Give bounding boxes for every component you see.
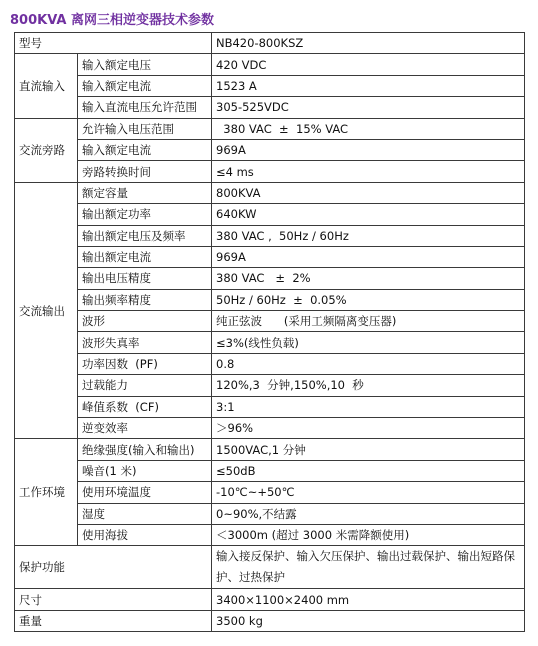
table-row (15, 353, 525, 374)
param-value: 50Hz / 60Hz ± 0.05% (212, 289, 525, 310)
param-label: 逆变效率 (78, 418, 212, 439)
table-row (15, 161, 525, 182)
table-row (15, 225, 525, 246)
param-value: ≤50dB (212, 460, 525, 481)
param-label: 输入直流电压允许范围 (78, 97, 212, 118)
param-value: 1523 A (212, 75, 525, 96)
table-row (15, 396, 525, 417)
group-label-dc-input: 直流输入 (15, 54, 78, 118)
param-value: 969A (212, 246, 525, 267)
table-row (15, 546, 525, 589)
table-row (15, 139, 525, 160)
param-value: 305-525VDC (212, 97, 525, 118)
param-label: 输入额定电流 (78, 139, 212, 160)
table-row (15, 524, 525, 545)
page-title: 800KVA 离网三相逆变器技术参数 (10, 13, 214, 28)
param-label: 使用海拔 (78, 524, 212, 545)
table-row (15, 332, 525, 353)
param-label: 额定容量 (78, 182, 212, 203)
param-label: 输出额定电压及频率 (78, 225, 212, 246)
table-row (15, 375, 525, 396)
size-label: 尺寸 (15, 589, 212, 610)
param-label: 允许输入电压范围 (78, 118, 212, 139)
param-value: 纯正弦波 (采用工频隔离变压器) (212, 311, 525, 332)
table-row (15, 482, 525, 503)
param-value: 640KW (212, 204, 525, 225)
param-label: 旁路转换时间 (78, 161, 212, 182)
table-row (15, 418, 525, 439)
param-value: 380 VAC , 50Hz / 60Hz (212, 225, 525, 246)
param-label: 波形失真率 (78, 332, 212, 353)
table-row (15, 182, 525, 203)
param-label: 峰值系数 (CF) (78, 396, 212, 417)
param-label: 功率因数 (PF) (78, 353, 212, 374)
param-value: 420 VDC (212, 54, 525, 75)
group-label-environment: 工作环境 (15, 439, 78, 546)
param-label: 输入额定电流 (78, 75, 212, 96)
protection-label: 保护功能 (15, 546, 212, 589)
table-row (15, 503, 525, 524)
param-label: 输出频率精度 (78, 289, 212, 310)
table-row (15, 54, 525, 75)
param-value: 380 VAC ± 15% VAC (212, 118, 525, 139)
param-value: ≤3%(线性负载) (212, 332, 525, 353)
weight-value: 3500 kg (212, 610, 525, 631)
param-value: 3:1 (212, 396, 525, 417)
model-label: 型号 (15, 33, 212, 54)
param-value: ＜3000m (超过 3000 米需降额使用) (212, 524, 525, 545)
param-value: 969A (212, 139, 525, 160)
table-row (15, 439, 525, 460)
protection-value: 输入接反保护、输入欠压保护、输出过载保护、输出短路保护、过热保护 (212, 546, 525, 589)
spec-table (14, 32, 525, 632)
param-value: 120%,3 分钟,150%,10 秒 (212, 375, 525, 396)
param-label: 湿度 (78, 503, 212, 524)
param-value: 800KVA (212, 182, 525, 203)
param-label: 过载能力 (78, 375, 212, 396)
model-value: NB420-800KSZ (212, 33, 525, 54)
param-value: -10℃~+50℃ (212, 482, 525, 503)
weight-label: 重量 (15, 610, 212, 631)
group-label-ac-output: 交流输出 (15, 182, 78, 439)
table-row (15, 589, 525, 610)
table-row (15, 460, 525, 481)
size-value: 3400×1100×2400 mm (212, 589, 525, 610)
param-label: 绝缘强度(输入和输出) (78, 439, 212, 460)
param-label: 输出额定电流 (78, 246, 212, 267)
param-label: 输入额定电压 (78, 54, 212, 75)
param-label: 使用环境温度 (78, 482, 212, 503)
param-label: 波形 (78, 311, 212, 332)
param-value: ＞96% (212, 418, 525, 439)
param-value: 0.8 (212, 353, 525, 374)
table-row (15, 33, 525, 54)
param-value: 1500VAC,1 分钟 (212, 439, 525, 460)
param-label: 噪音(1 米) (78, 460, 212, 481)
table-row (15, 75, 525, 96)
table-row (15, 204, 525, 225)
group-label-ac-bypass: 交流旁路 (15, 118, 78, 182)
table-row (15, 97, 525, 118)
param-value: ≤4 ms (212, 161, 525, 182)
table-row (15, 268, 525, 289)
param-label: 输出电压精度 (78, 268, 212, 289)
table-row (15, 289, 525, 310)
table-row (15, 311, 525, 332)
param-value: 380 VAC ± 2% (212, 268, 525, 289)
param-value: 0~90%,不结露 (212, 503, 525, 524)
param-label: 输出额定功率 (78, 204, 212, 225)
table-row (15, 118, 525, 139)
table-row (15, 246, 525, 267)
table-row (15, 610, 525, 631)
